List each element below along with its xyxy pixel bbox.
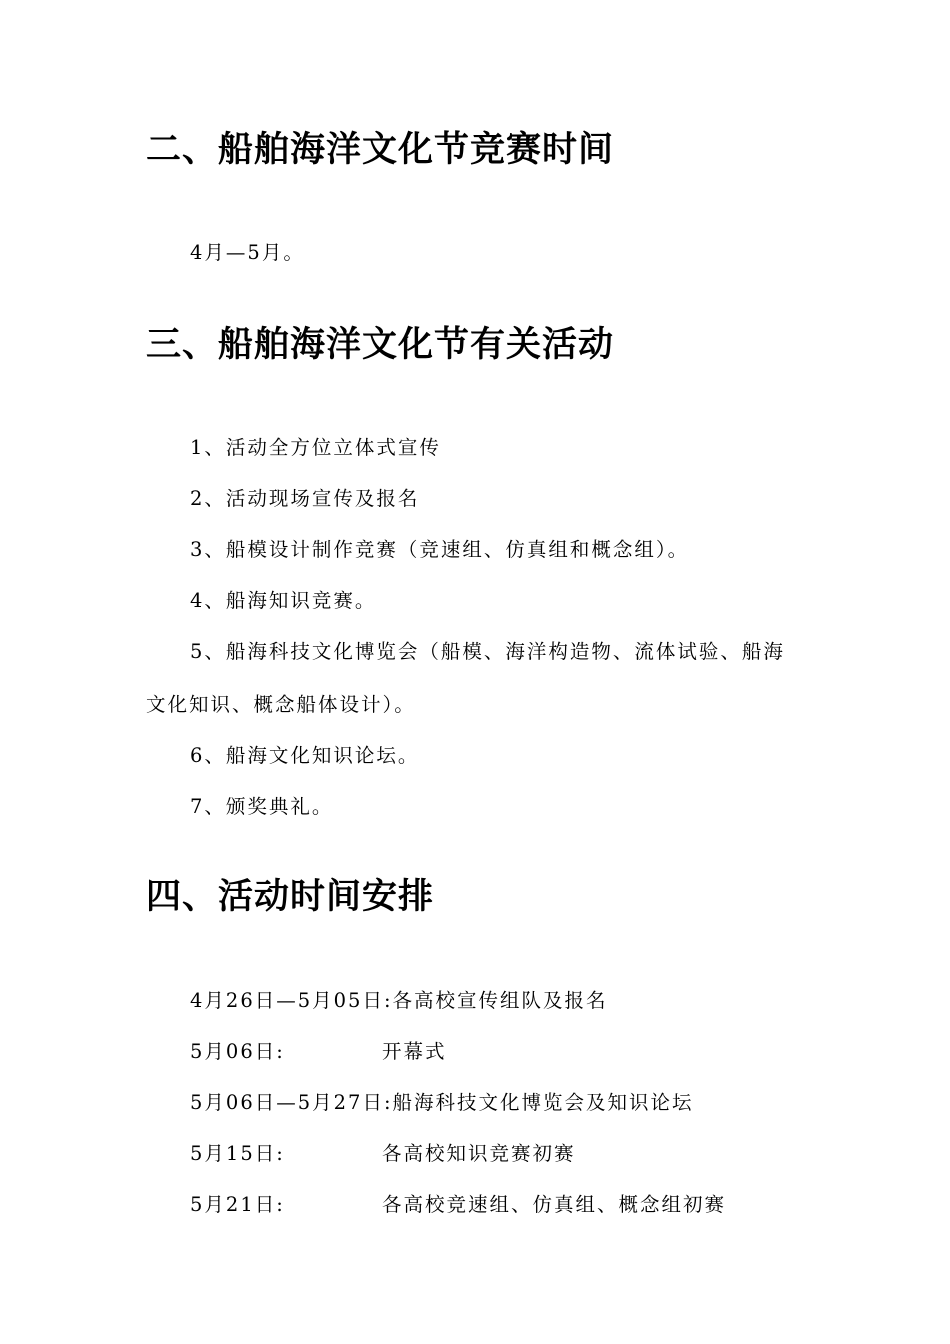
section-two-heading: 二、船舶海洋文化节竞赛时间 [146,130,615,170]
section-two-text: 4月—5月。 [190,241,305,264]
section-three-heading: 三、船舶海洋文化节有关活动 [146,325,615,365]
schedule-activity: 各高校宣传组队及报名 [392,989,608,1012]
schedule-activity: 船海科技文化博览会及知识论坛 [392,1091,694,1114]
schedule-date: 5月15日: [190,1142,285,1165]
activity-item-continuation: 文化知识、概念船体设计）。 [146,693,416,716]
schedule-date: 5月06日—5月27日: [190,1091,393,1114]
activity-item: 1、活动全方位立体式宣传 [190,436,441,459]
activity-item: 7、颁奖典礼。 [190,795,334,818]
activity-item: 4、船海知识竞赛。 [190,589,377,612]
schedule-activity: 各高校知识竞赛初赛 [382,1142,576,1165]
activity-item: 2、活动现场宣传及报名 [190,487,420,510]
activity-item: 6、船海文化知识论坛。 [190,744,420,767]
schedule-activity: 各高校竞速组、仿真组、概念组初赛 [382,1193,727,1216]
section-four-heading: 四、活动时间安排 [146,877,435,917]
schedule-row [190,988,608,1014]
schedule-activity: 开幕式 [382,1040,447,1063]
schedule-date: 5月06日: [190,1040,285,1063]
schedule-row [190,1090,694,1116]
schedule-date: 4月26日—5月05日: [190,989,393,1012]
activity-item: 3、船模设计制作竞赛（竞速组、仿真组和概念组）。 [190,538,690,561]
schedule-date: 5月21日: [190,1193,285,1216]
activity-item: 5、船海科技文化博览会（船模、海洋构造物、流体试验、船海 [190,640,785,663]
